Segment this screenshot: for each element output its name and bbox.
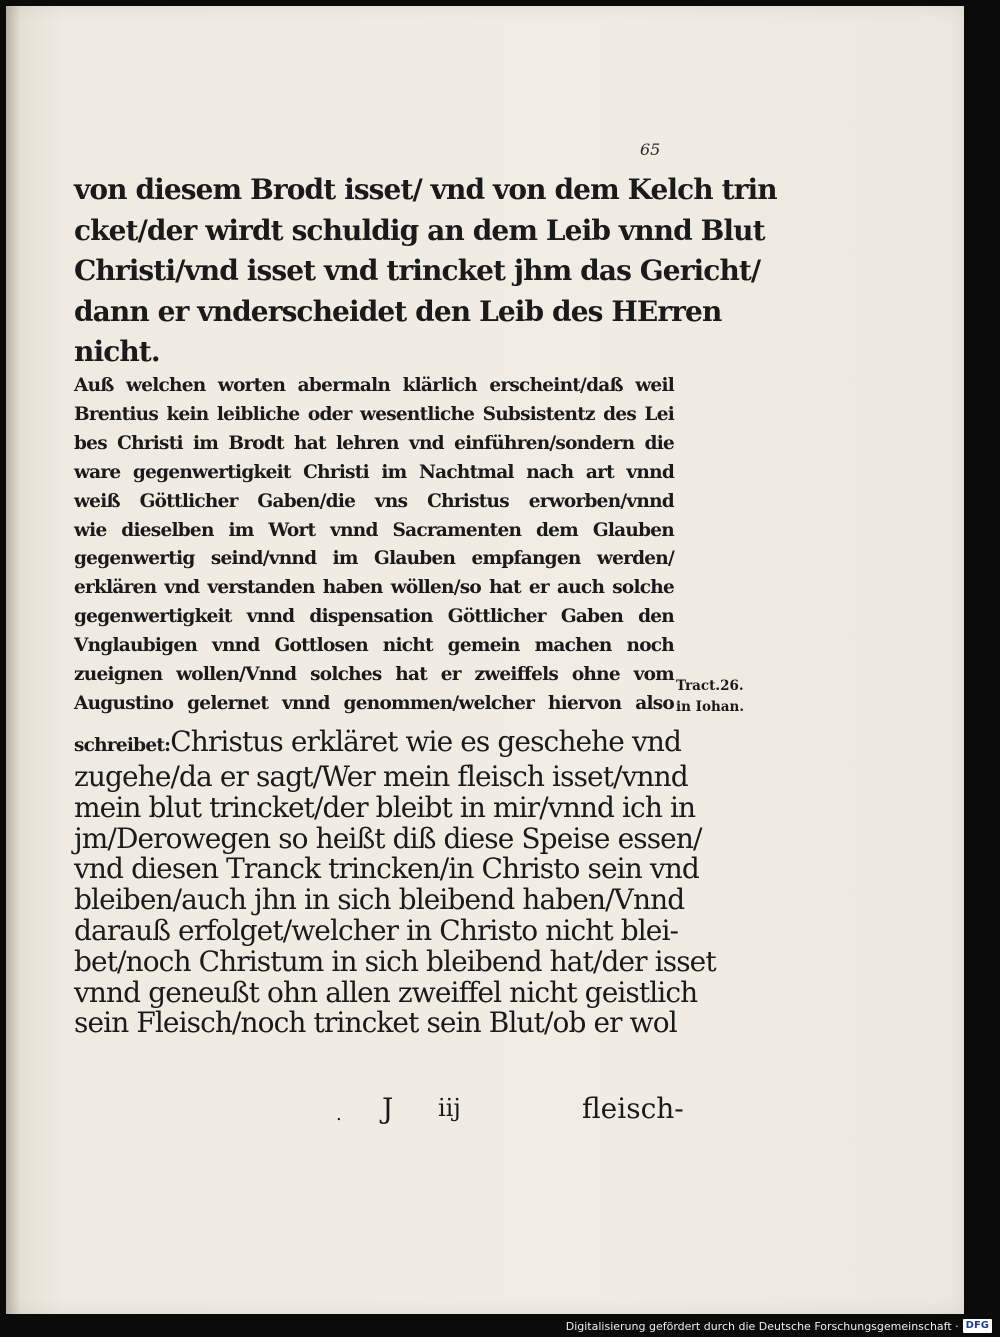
- text-line: sein Fleisch/noch trincket sein Blut/ob er wol: [74, 1006, 677, 1040]
- text-line: zueignen wollen/Vnnd solches hat er zweiffels ohne vom: [74, 664, 674, 686]
- text-line: jm/Derowegen so heißt diß diese Speise essen/: [74, 821, 702, 855]
- catchword: fleisch-: [582, 1092, 684, 1125]
- text-line: gegenwertig seind/vnnd im Glauben empfangen werden/: [74, 548, 674, 570]
- digitization-footer: [566, 1317, 992, 1335]
- text-line: cket/der wirdt schuldig an dem Leib vnnd Blut: [74, 213, 765, 247]
- text-line: dann er vnderscheidet den Leib des HErren: [74, 294, 722, 328]
- marginal-reference-line: Tract.26.: [676, 678, 744, 694]
- text-line: darauß erfolget/welcher in Christo nicht blei-: [74, 913, 679, 947]
- marginal-reference: [676, 676, 744, 718]
- quote-line-start: Christus erkläret wie es geschehe vnd: [170, 725, 682, 758]
- text-line: Brentius kein leibliche oder wesentliche Subsistentz des Lei: [74, 403, 674, 425]
- text-line: bes Christi im Brodt hat lehren vnd einführen/sondern die: [74, 432, 674, 454]
- text-line: erklären vnd verstanden haben wöllen/so hat er auch solche: [74, 577, 674, 599]
- text-line: ware gegenwertigkeit Christi im Nachtmal nach art vnnd: [74, 461, 674, 483]
- text-line: bleiben/auch jhn in sich bleibend haben/Vnnd: [74, 883, 685, 917]
- text-line: mein blut trincket/der bleibt in mir/vnnd ich in: [74, 790, 696, 824]
- commentary-paragraph: [74, 372, 674, 719]
- signature-letter: J: [382, 1092, 394, 1125]
- text-line: vnd diesen Tranck trincken/in Christo sein vnd: [74, 852, 699, 886]
- text-line: Christi/vnd isset vnd trincket jhm das Gericht/: [74, 254, 761, 287]
- transition-line: [74, 725, 682, 765]
- signature-mark: .: [336, 1104, 342, 1125]
- text-line: von diesem Brodt isset/ vnd von dem Kelch trin: [74, 173, 777, 206]
- signature-line: [74, 1092, 684, 1132]
- text-line: Auß welchen worten abermaln klärlich erscheint/daß weil: [74, 375, 674, 396]
- marginal-reference-line: in Iohan.: [676, 699, 745, 715]
- footer-credit: Digitalisierung gefördert durch die Deutsche Forschungsgemeinschaft ·: [565, 1319, 959, 1333]
- text-line: nicht.: [74, 335, 160, 368]
- commentary-line-end: schreibet:: [74, 735, 171, 756]
- text-line: Augustino gelernet vnnd genommen/welcher hiervon also: [74, 692, 674, 714]
- text-line: vnnd geneußt ohn allen zweiffel nicht geistlich: [74, 975, 698, 1009]
- text-line: zugehe/da er sagt/Wer mein fleisch isset/vnnd: [74, 760, 688, 793]
- text-line: bet/noch Christum in sich bleibend hat/der isset: [74, 944, 716, 978]
- text-line: wie dieselben im Wort vnnd Sacramenten dem Glauben: [74, 519, 674, 541]
- signature-number: iij: [438, 1094, 461, 1122]
- augustine-quote: [74, 760, 716, 1040]
- text-line: gegenwertigkeit vnnd dispensation Göttlicher Gaben den: [74, 606, 674, 628]
- text-line: Vnglaubigen vnnd Gottlosen nicht gemein machen noch: [74, 635, 674, 657]
- dfg-logo: DFG: [963, 1319, 992, 1333]
- scripture-quote-top: [74, 170, 777, 373]
- folio-number: 65: [640, 140, 661, 159]
- text-line: weiß Göttlicher Gaben/die vns Christus erworben/vnnd: [74, 490, 674, 512]
